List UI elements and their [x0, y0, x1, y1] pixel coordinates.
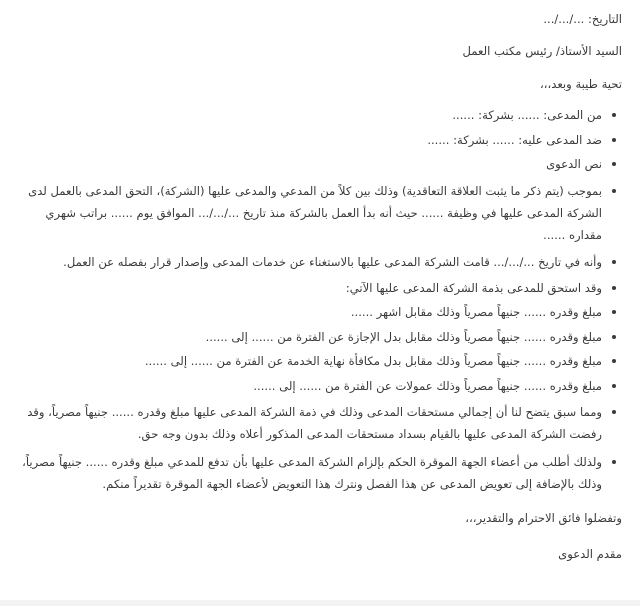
list-item: من المدعى: ...... بشركة: ......	[16, 106, 602, 125]
signature-line: مقدم الدعوى	[558, 546, 622, 561]
date-line: التاريخ: .../.../...	[543, 12, 622, 26]
list-item: مبلغ وقدره ...... جنيهاً مصرياً وذلك مقابل بدل الإجازة عن الفترة من ...... إلى ......	[16, 328, 602, 347]
closing-line: وتفضلوا فائق الاحترام والتقدير،،،	[465, 510, 622, 525]
list-item: مبلغ وقدره ...... جنيهاً مصرياً وذلك مقابل بدل مكافأة نهاية الخدمة عن الفترة من ...... إلى ......	[16, 352, 602, 371]
claim-points-list	[16, 106, 622, 495]
bottom-input-box	[0, 600, 640, 606]
list-item: ومما سبق يتضح لنا أن إجمالي مستحقات المدعى وذلك في ذمة الشركة المدعى عليها مبلغ وقدره ...... جنيهاً مصرياً، وقد رفضت الشركة المدعى عليها بالقيام بسداد مستحقات المدعى المذكور أعلاه وذلك بدون وجه حق.	[16, 401, 602, 445]
list-item: مبلغ وقدره ...... جنيهاً مصرياً وذلك عمولات عن الفترة من ...... إلى ......	[16, 377, 602, 396]
list-item: وقد استحق للمدعى بذمة الشركة المدعى عليها الآتي:	[16, 279, 602, 298]
list-item: بموجب (يتم ذكر ما يثبت العلاقة التعاقدية) وذلك بين كلاً من المدعي والمدعى عليها (الشركة)، التحق المدعى بالعمل لدى الشركة المدعى عليها في وظيفة ...... حيث أنه بدأ العمل بالشركة منذ تاريخ .../.../... الموافق يوم ...... براتب شهري مقداره ......	[16, 180, 602, 246]
list-item: وأنه في تاريخ .../.../... قامت الشركة المدعى عليها بالاستغناء عن خدمات المدعى وإصدار قرار بفصله عن العمل.	[16, 251, 602, 273]
greeting-line: تحية طيبة وبعد،،،	[540, 77, 622, 91]
list-item: مبلغ وقدره ...... جنيهاً مصرياً وذلك مقابل اشهر ......	[16, 303, 602, 322]
addressee-line: السيد الأستاذ/ رئيس مكتب العمل	[462, 44, 622, 58]
list-item: نص الدعوى	[16, 155, 602, 174]
list-item: ولذلك أطلب من أعضاء الجهة الموقرة الحكم بإلزام الشركة المدعى عليها بأن تدفع للمدعي مبلغ وقدره ...... جنيهاً مصرياً، وذلك بالإضافة إلى تعويض المدعى عن هذا الفصل ونترك هذا التعويض لأعضاء الجهة الموقرة تقديراً منكم.	[16, 451, 602, 495]
list-item: ضد المدعى عليه: ...... بشركة: ......	[16, 131, 602, 150]
